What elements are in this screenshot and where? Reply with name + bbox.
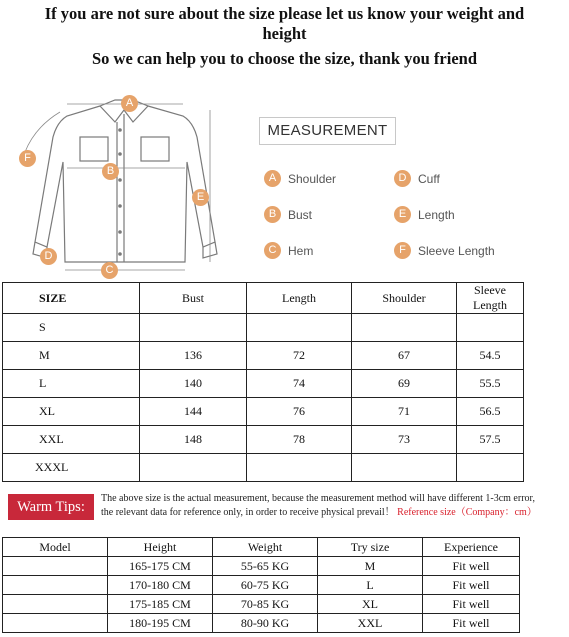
sleeve-cell: 57.5 [457,426,524,454]
size-cell: XXL [3,426,140,454]
size-table [2,282,524,482]
height-cell: 175-185 CM [108,595,213,614]
shoulder-cell [352,314,457,342]
shoulder-cell [352,454,457,482]
experience-cell: Fit well [423,576,520,595]
badge-e: E [192,189,209,206]
legend-badge-a: A [264,170,281,187]
experience-col-header: Experience [423,538,520,557]
measurement-title: MEASUREMENT [259,117,396,145]
badge-d: D [40,248,57,265]
sleeve-cell [457,454,524,482]
model-table-header-row [3,538,520,557]
badge-a: A [121,95,138,112]
legend-label-hem: Hem [288,244,314,258]
header-line-2: So we can help you to choose the size, thank you friend [91,49,478,68]
size-cell: M [3,342,140,370]
height-cell: 180-195 CM [108,614,213,633]
header [0,4,569,70]
height-cell: 170-180 CM [108,576,213,595]
bust-cell: 136 [140,342,247,370]
length-cell: 76 [247,398,352,426]
table-row [3,595,520,614]
shoulder-cell: 67 [352,342,457,370]
table-row [3,370,524,398]
legend-badge-f: F [394,242,411,259]
shoulder-cell: 71 [352,398,457,426]
badge-b: B [102,163,119,180]
weight-col-header: Weight [213,538,318,557]
size-cell: XL [3,398,140,426]
sleeve-cell [457,314,524,342]
model-table [2,537,520,633]
size-cell: S [3,314,140,342]
table-row [3,576,520,595]
legend-label-shoulder: Shoulder [288,172,337,186]
warm-tips-line-2 [101,506,569,520]
warm-tips-line-2-text: the relevant data for reference only, in order to receive physical prevail！ [101,507,395,518]
try-size-col-header: Try size [318,538,423,557]
height-cell: 165-175 CM [108,557,213,576]
model-cell [3,576,108,595]
length-cell: 72 [247,342,352,370]
size-cell: L [3,370,140,398]
shoulder-cell: 73 [352,426,457,454]
size-cell: XXXL [3,454,140,482]
sleeve-col-header: Sleeve Length [457,283,524,314]
sleeve-cell: 56.5 [457,398,524,426]
legend-badge-b: B [264,206,281,223]
model-cell [3,595,108,614]
try-size-cell: M [318,557,423,576]
try-size-cell: XXL [318,614,423,633]
table-row [3,342,524,370]
experience-cell: Fit well [423,595,520,614]
length-cell [247,454,352,482]
model-cell [3,557,108,576]
bust-col-header: Bust [140,283,247,314]
shoulder-col-header: Shoulder [352,283,457,314]
size-col-header: SIZE [3,283,140,314]
model-col-header: Model [3,538,108,557]
sleeve-cell: 54.5 [457,342,524,370]
table-row [3,557,520,576]
weight-cell: 60-75 KG [213,576,318,595]
experience-cell: Fit well [423,557,520,576]
table-row [3,314,524,342]
weight-cell: 80-90 KG [213,614,318,633]
experience-cell: Fit well [423,614,520,633]
warm-tips-label: Warm Tips: [8,494,94,520]
try-size-cell: L [318,576,423,595]
weight-cell: 70-85 KG [213,595,318,614]
sleeve-cell: 55.5 [457,370,524,398]
model-cell [3,614,108,633]
table-row [3,426,524,454]
length-cell [247,314,352,342]
shoulder-cell: 69 [352,370,457,398]
length-cell: 78 [247,426,352,454]
size-table-header-row [3,283,524,314]
try-size-cell: XL [318,595,423,614]
length-col-header: Length [247,283,352,314]
weight-cell: 55-65 KG [213,557,318,576]
legend-badge-d: D [394,170,411,187]
bust-cell: 144 [140,398,247,426]
header-line-1b: height [262,24,307,43]
header-line-1: If you are not sure about the size please let us know your weight and [44,4,525,23]
badge-f: F [19,150,36,167]
table-row [3,614,520,633]
legend-badge-e: E [394,206,411,223]
bust-cell: 148 [140,426,247,454]
bust-cell [140,454,247,482]
legend-label-bust: Bust [288,208,313,222]
badge-c: C [101,262,118,279]
shirt-diagram [5,92,255,282]
bust-cell: 140 [140,370,247,398]
reference-size-note: Reference size（Company：cm） [397,507,537,518]
table-row [3,454,524,482]
table-row [3,398,524,426]
bust-cell [140,314,247,342]
legend-label-length: Length [418,208,455,222]
legend-label-cuff: Cuff [418,172,440,186]
warm-tips-text [101,492,569,520]
warm-tips-line-1: The above size is the actual measurement, because the measurement method will have different 1-3cm error, [101,493,535,504]
legend-badge-c: C [264,242,281,259]
legend-label-sleeve-length: Sleeve Length [418,244,495,258]
length-cell: 74 [247,370,352,398]
height-col-header: Height [108,538,213,557]
